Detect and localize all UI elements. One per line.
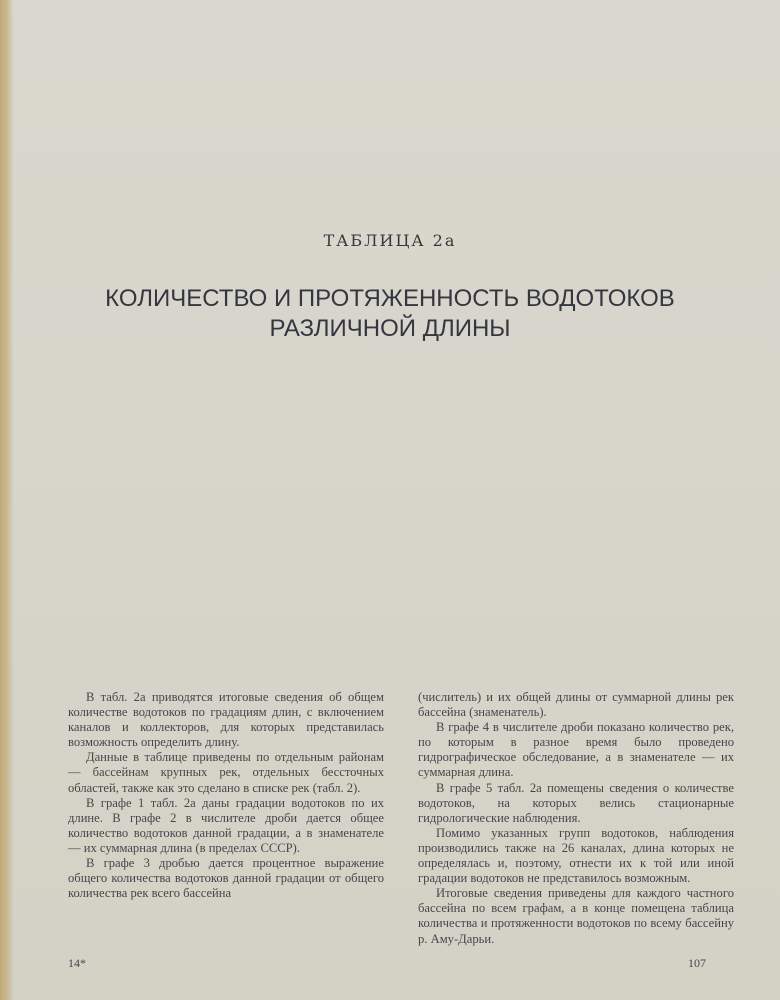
paragraph: В табл. 2а приводятся итоговые сведения об общем количестве водотоков по градациям длин, с включением каналов и коллекторов, для которых представилась возможность определить длину. (68, 690, 384, 750)
table-label: ТАБЛИЦА 2а (323, 231, 457, 250)
signature-mark: 14* (68, 956, 86, 970)
paragraph: В графе 4 в числителе дроби показано количество рек, по которым в разное время было проведено гидрографическое обследование, а в знаменателе — их суммарная длина. (418, 720, 734, 780)
paragraph: Помимо указанных групп водотоков, наблюдения производились также на 26 каналах, длина которых не определялась и, поэтому, отнести их к той или иной градации водотоков не представилось возможным. (418, 825, 734, 886)
paragraph: В графе 1 табл. 2а даны градации водотоков по их длине. В графе 2 в числителе дроби дается общее количество водотоков данной градации, а в знаменателе — их суммарная длина (в пределах СССР). (68, 795, 384, 855)
left-text-column (68, 690, 384, 901)
paragraph: Данные в таблице приведены по отдельным районам — бассейнам крупных рек, отдельных бессточных областей, также как это сделано в списке рек (табл. 2). (68, 750, 384, 795)
page-number: 107 (688, 956, 706, 970)
title-line-2: РАЗЛИЧНОЙ ДЛИНЫ (269, 315, 511, 342)
page-binding-edge (0, 0, 14, 1000)
paragraph: В графе 3 дробью дается процентное выражение общего количества водотоков данной градации от общего количества рек всего бассейна (68, 856, 384, 901)
title-line-1: КОЛИЧЕСТВО И ПРОТЯЖЕННОСТЬ ВОДОТОКОВ (105, 285, 675, 312)
paragraph-continuation: (числитель) и их общей длины от суммарной длины рек бассейна (знаменатель). (418, 690, 734, 720)
paragraph: Итоговые сведения приведены для каждого частного бассейна по всем графам, а в конце помещена таблица количества и протяженности водотоков по всему бассейну р. Аму-Дарьи. (418, 886, 734, 946)
paragraph: В графе 5 табл. 2а помещены сведения о количестве водотоков, на которых велись стационарные гидрологические наблюдения. (418, 780, 734, 825)
page-title (0, 284, 780, 344)
right-text-column (418, 690, 734, 947)
